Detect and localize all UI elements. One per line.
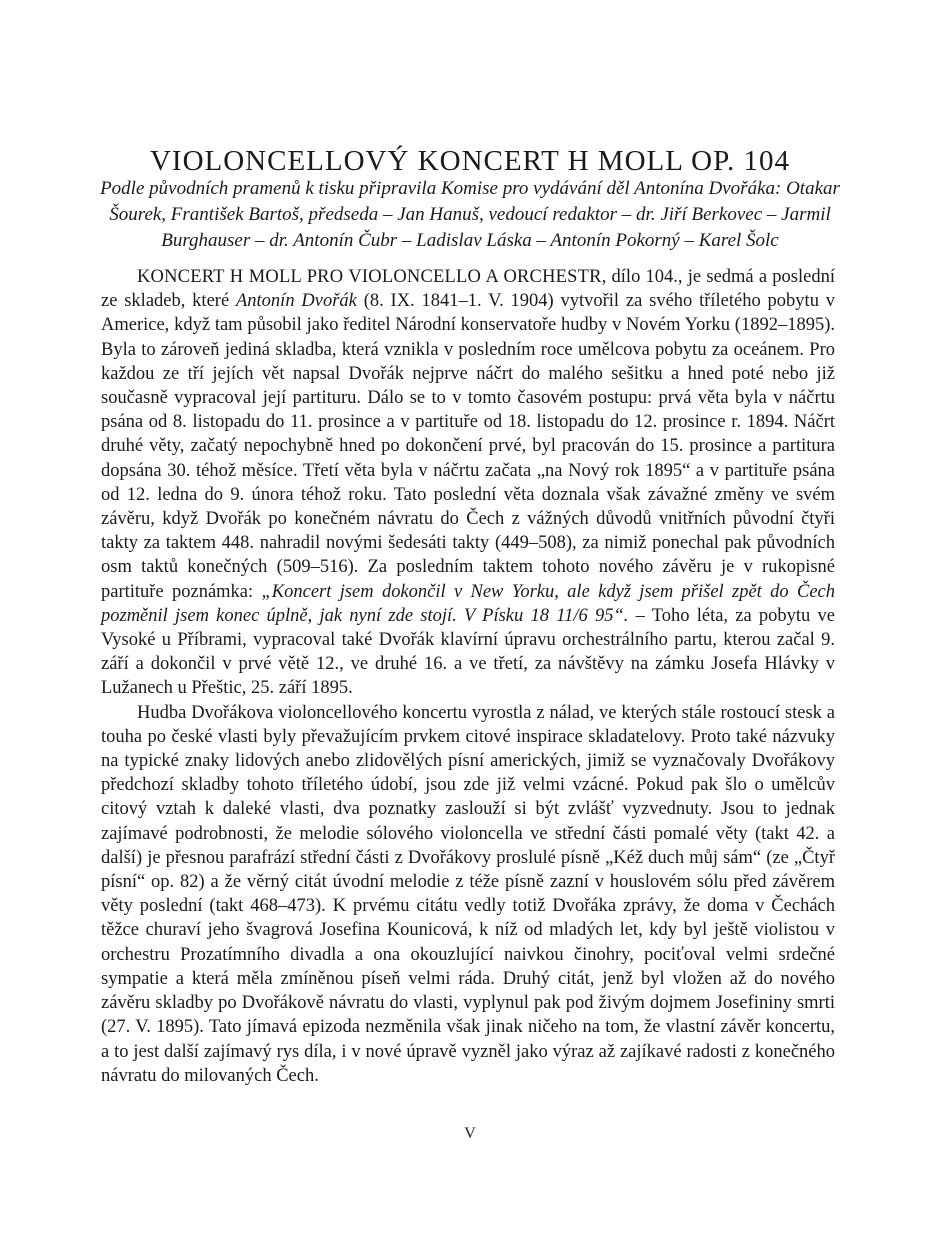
page-number: V (464, 1125, 476, 1142)
autograph-quote: „Koncert jsem dokončil v New Yorku, ale když jsem přišel zpět do Čech pozměnil jsem konec úplně, jak nyní zde stojí. V Písku 18 11/6 95“. (101, 581, 835, 626)
composer-name: Antonín Dvořák (235, 291, 357, 312)
page-title: VIOLONCELLOVÝ KONCERT H MOLL OP. 104 (149, 145, 790, 177)
paragraph-1-lead: KONCERT H MOLL PRO VIOLONCELLO A ORCHESTR (137, 267, 602, 287)
paragraph-1-part-2: (8. IX. 1841–1. V. 1904) vytvořil za svého tříletého pobytu v Americe, když tam působil jako ředitel Národní konservatoře hudby v Novém Yorku (1892–1895). Byla to zároveň jediná skladba, která vznikla v posledním roce umělcova pobytu za oceánem. Pro každou ze tří jejích vět napsal Dvořák nejprve náčrt do malého sešitku a hned poté nebo již současně vypracoval její partituru. Dálo se to v tomto časovém postupu: prvá věta byla v náčrtu psána od 8. listopadu do 11. prosince a v partituře od 18. listopadu do 12. prosince r. 1894. Náčrt druhé věty, začatý nepochybně hned po dokončení prvé, byl pracován do 15. prosince a partitura dopsána 30. téhož měsíce. Třetí věta byla v náčrtu začata „na Nový rok 1895“ a v partituře psána od 12. ledna do 9. února téhož roku. Tato poslední věta doznala však závažné změny ve svém závěru, když Dvořák po konečném návratu do Čech z vážných důvodů vnitřních původní čtyři takty za taktem 448. nahradil novými šedesáti takty (449–508), za nimiž ponechal pak původních osm taktů konečných (509–516). Za posledním taktem tohoto nového závěru je v rukopisné partituře poznámka: (101, 291, 836, 602)
editorial-credits: Podle původních pramenů k tisku připravila Komise pro vydávání děl Antonína Dvořáka: Otakar Šourek, František Bartoš, předseda – Jan Hanuš, vedoucí redaktor – dr. Jiří Berkovec – Jarmil Burghauser – dr. Antonín Čubr – Ladislav Láska – Antonín Pokorný – Karel Šolc (100, 178, 840, 251)
paragraph-1-part-3: – Toho léta, za pobytu ve Vysoké u Příbrami, vypracoval také Dvořák klavírní úpravu orchestrálního partu, kterou začal 9. září a dokončil v prvé větě 12., ve druhé 16. a ve třetí, za návštěvy na zámku Josefa Hlávky v Lužanech u Přeštic, 25. září 1895. (101, 605, 835, 699)
paragraph-2: Hudba Dvořákova violoncellového koncertu vyrostla z nálad, ve kterých stále rostoucí stesk a touha po české vlasti byly převažujícím prvkem citové inspirace skladatelovy. Proto také názvuky na typické znaky lidových anebo zlidovělých písní amerických, jimiž se vyznačovaly Dvořákovy předchozí skladby tohoto tříletého údobí, jsou zde již velmi vzácné. Pokud pak šlo o umělcův citový vztah k daleké vlasti, dva poznatky zaslouží si být zvlášť vyzvednuty. Jsou to jednak zajímavé podrobnosti, že melodie sólového violoncella ve střední části pomalé věty (takt 42. a další) je přesnou parafrází střední části z Dvořákovy proslulé písně „Kéž duch můj sám“ (ze „Čtyř písní“ op. 82) a že věrný citát úvodní melodie z téže písně zazní v houslovém sólu před závěrem věty poslední (takt 468–473). K prvému citátu vedly totiž Dvořáka zprávy, že doma v Čechách těžce churaví jeho švagrová Josefina Kounicová, k níž od mladých let, kdy byl ještě violistou v orchestru Prozatímního divadla a ona okouzlující naivkou činohry, pociťoval velmi srdečné sympatie a která měla zmíněnou píseň velmi ráda. Druhý citát, jenž byl vložen až do nového závěru skladby po Dvořákově návratu do vlasti, vyplynul pak pod živým dojmem Josefininy smrti (27. V. 1895). Tato jímavá epizoda nezměnila však jinak ničeho na tom, že vlastní závěr koncertu, a to jest další zajímavý rys díla, i v nové úpravě vyzněl jako výraz až zajíkavé radosti z konečného návratu do milovaných Čech. (101, 702, 835, 1086)
paragraph-1 (101, 265, 835, 701)
body-text (101, 265, 835, 1088)
paragraph-1-part-1: , dílo 104., je sedmá a poslední ze skladeb, které (101, 267, 835, 312)
